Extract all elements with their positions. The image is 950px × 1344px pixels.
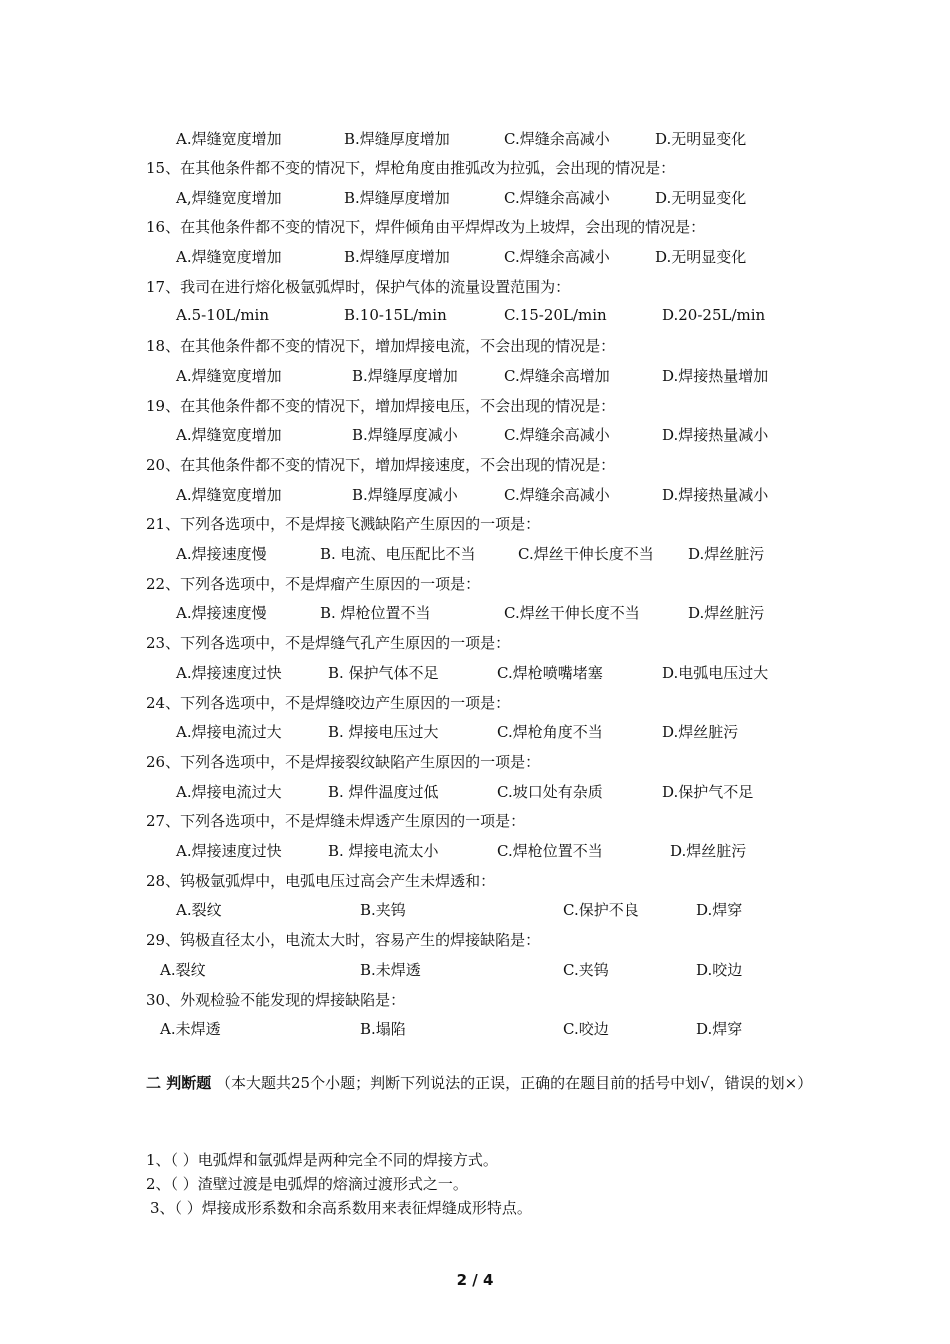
question-26: 26、下列各选项中，不是焊接裂纹缺陷产生原因的一项是：	[146, 753, 541, 771]
option-c: C.夹钨	[563, 961, 609, 979]
option-c: C.坡口处有杂质	[497, 783, 603, 801]
options-row-22	[0, 602, 950, 624]
page-number: 2 / 4	[456, 1271, 494, 1289]
option-b: B.焊缝厚度减小	[352, 486, 458, 504]
option-d: D.焊接热量减小	[662, 486, 769, 504]
option-a: A.裂纹	[160, 961, 206, 979]
question-16: 16、在其他条件都不变的情况下，焊件倾角由平焊焊改为上坡焊，会出现的情况是：	[146, 218, 706, 236]
options-row-26	[0, 781, 950, 803]
option-a: A.焊接速度过快	[176, 842, 282, 860]
option-b: B. 焊接电压过大	[328, 723, 439, 741]
question-22: 22、下列各选项中，不是焊瘤产生原因的一项是：	[146, 575, 481, 593]
option-d: D.焊丝脏污	[688, 604, 765, 622]
option-b: B. 焊接电流太小	[328, 842, 439, 860]
options-row-24	[0, 721, 950, 743]
option-a: A.焊缝宽度增加	[176, 426, 282, 444]
option-b: B.未焊透	[360, 961, 421, 979]
option-d: D.焊丝脏污	[662, 723, 739, 741]
option-c: C.焊缝余高减小	[504, 248, 610, 266]
option-a: A.未焊透	[160, 1020, 221, 1038]
option-a: A.焊接速度过快	[176, 664, 282, 682]
options-row-23	[0, 662, 950, 684]
options-row-18	[0, 365, 950, 387]
option-d: D.焊丝脏污	[670, 842, 747, 860]
option-a: A.裂纹	[176, 901, 222, 919]
option-c: C.焊缝余高减小	[504, 426, 610, 444]
option-b: B. 保护气体不足	[328, 664, 439, 682]
question-20: 20、在其他条件都不变的情况下，增加焊接速度，不会出现的情况是：	[146, 456, 616, 474]
option-a: A.焊缝宽度增加	[176, 248, 282, 266]
tf-item-2: 2、（ ）渣壁过渡是电弧焊的熔滴过渡形式之一。	[146, 1175, 468, 1193]
option-a: A.焊接电流过大	[176, 723, 282, 741]
question-19: 19、在其他条件都不变的情况下，增加焊接电压，不会出现的情况是：	[146, 397, 616, 415]
option-b: B.焊缝厚度减小	[352, 426, 458, 444]
option-a: A.焊缝宽度增加	[176, 367, 282, 385]
tf-item-3: 3、（ ）焊接成形系数和余高系数用来表征焊缝成形特点。	[150, 1199, 532, 1217]
option-c: C.焊枪角度不当	[497, 723, 603, 741]
option-d: D.无明显变化	[655, 189, 747, 207]
option-d: D.焊穿	[696, 1020, 743, 1038]
option-d: D.焊丝脏污	[688, 545, 765, 563]
option-c: C.焊缝余高减小	[504, 486, 610, 504]
option-c: C.焊丝干伸长度不当	[518, 545, 654, 563]
options-row-15	[0, 187, 950, 209]
option-c: C.保护不良	[563, 901, 639, 919]
option-b: B.焊缝厚度增加	[344, 189, 450, 207]
option-a: A.焊缝宽度增加	[176, 130, 282, 148]
option-a: A.焊缝宽度增加	[176, 486, 282, 504]
question-27: 27、下列各选项中，不是焊缝未焊透产生原因的一项是：	[146, 812, 526, 830]
option-d: D.无明显变化	[655, 130, 747, 148]
question-30: 30、外观检验不能发现的焊接缺陷是：	[146, 991, 406, 1009]
question-24: 24、下列各选项中，不是焊缝咬边产生原因的一项是：	[146, 694, 511, 712]
question-23: 23、下列各选项中，不是焊缝气孔产生原因的一项是：	[146, 634, 511, 652]
option-a: A.焊接电流过大	[176, 783, 282, 801]
option-a: A,焊缝宽度增加	[176, 189, 282, 207]
question-28: 28、钨极氩弧焊中，电弧电压过高会产生未焊透和：	[146, 872, 496, 890]
options-row-20	[0, 484, 950, 506]
option-b: B.夹钨	[360, 901, 406, 919]
question-29: 29、钨极直径太小，电流太大时，容易产生的焊接缺陷是：	[146, 931, 541, 949]
option-b: B. 焊枪位置不当	[320, 604, 431, 622]
option-d: D.20-25L/min	[662, 306, 766, 324]
options-row-28	[0, 899, 950, 921]
option-a: A.焊接速度慢	[176, 545, 267, 563]
question-17: 17、我司在进行熔化极氩弧焊时，保护气体的流量设置范围为：	[146, 278, 571, 296]
option-b: B. 焊件温度过低	[328, 783, 439, 801]
options-row-29	[0, 959, 950, 981]
options-row-21	[0, 543, 950, 565]
option-b: B.塌陷	[360, 1020, 406, 1038]
option-a: A.5-10L/min	[176, 306, 269, 324]
option-d: D.电弧电压过大	[662, 664, 769, 682]
option-c: C.15-20L/min	[504, 306, 607, 324]
option-c: C.咬边	[563, 1020, 609, 1038]
question-18: 18、在其他条件都不变的情况下，增加焊接电流，不会出现的情况是：	[146, 337, 616, 355]
option-c: C.焊缝余高减小	[504, 189, 610, 207]
options-row-27	[0, 840, 950, 862]
question-21: 21、下列各选项中，不是焊接飞溅缺陷产生原因的一项是：	[146, 515, 541, 533]
option-d: D.焊穿	[696, 901, 743, 919]
option-c: C.焊枪位置不当	[497, 842, 603, 860]
option-c: C.焊丝干伸长度不当	[504, 604, 640, 622]
options-row-17	[0, 306, 950, 328]
option-d: D.无明显变化	[655, 248, 747, 266]
options-row-16	[0, 246, 950, 268]
option-d: D.保护气不足	[662, 783, 754, 801]
tf-item-1: 1、（ ）电弧焊和氩弧焊是两种完全不同的焊接方式。	[146, 1151, 498, 1169]
option-d: D.焊接热量增加	[662, 367, 769, 385]
options-row-19	[0, 424, 950, 446]
option-c: C.焊缝余高增加	[504, 367, 610, 385]
option-c: C.焊枪喷嘴堵塞	[497, 664, 603, 682]
question-15: 15、在其他条件都不变的情况下，焊枪角度由推弧改为拉弧，会出现的情况是：	[146, 159, 676, 177]
options-row-14	[0, 128, 950, 150]
option-b: B.焊缝厚度增加	[344, 130, 450, 148]
section-note: （本大题共25个小题；判断下列说法的正误，正确的在题目前的括号中划√，错误的划×）	[216, 1074, 813, 1092]
option-b: B.焊缝厚度增加	[344, 248, 450, 266]
options-row-30	[0, 1018, 950, 1040]
option-d: D.咬边	[696, 961, 743, 979]
option-c: C.焊缝余高减小	[504, 130, 610, 148]
section-heading: 二 判断题	[146, 1074, 212, 1092]
option-b: B.焊缝厚度增加	[352, 367, 458, 385]
option-b: B. 电流、电压配比不当	[320, 545, 476, 563]
option-b: B.10-15L/min	[344, 306, 447, 324]
option-d: D.焊接热量减小	[662, 426, 769, 444]
option-a: A.焊接速度慢	[176, 604, 267, 622]
section-true-false-header	[146, 1071, 826, 1095]
